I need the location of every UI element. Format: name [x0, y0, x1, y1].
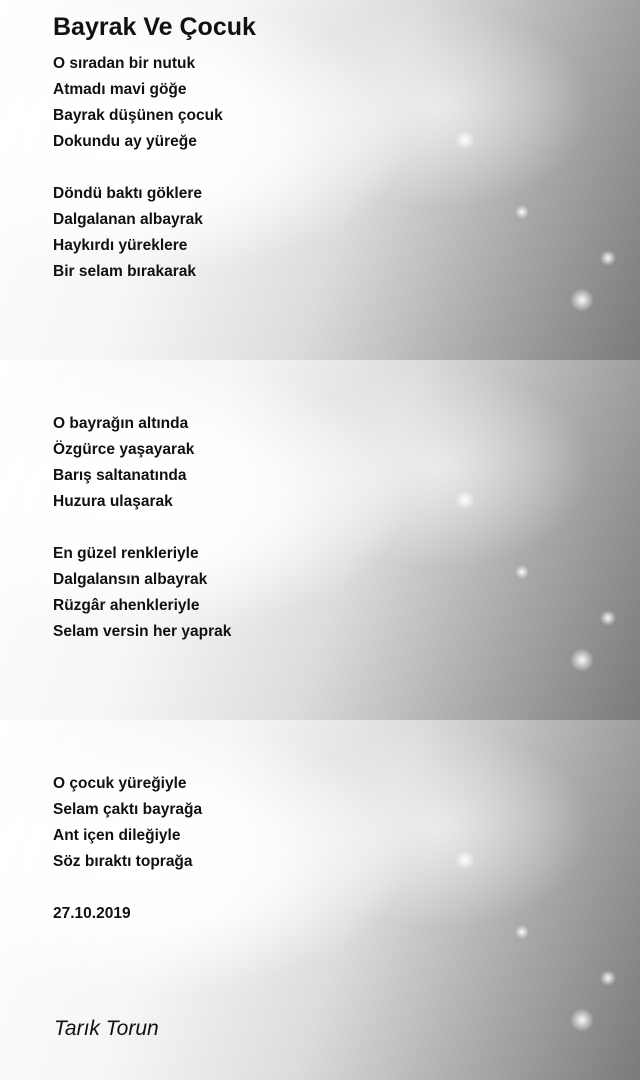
- poem-panel-2: [0, 360, 640, 720]
- verse-line: Huzura ulaşarak: [53, 493, 173, 510]
- sparkle-decoration: [515, 205, 529, 219]
- verse-line: Barış saltanatında: [53, 467, 187, 484]
- stanza-gap: [53, 515, 231, 541]
- poem-panel-1: [0, 0, 640, 360]
- verse-line: Selam versin her yaprak: [53, 623, 232, 640]
- poem-verses: [53, 51, 223, 285]
- verse-line: O bayrağın altında: [53, 415, 189, 432]
- sparkle-decoration: [570, 1008, 594, 1032]
- sparkle-decoration: [600, 250, 616, 266]
- verse-line: Özgürce yaşayarak: [53, 441, 195, 458]
- stanza-gap: [53, 155, 223, 181]
- sparkle-decoration: [515, 925, 529, 939]
- sparkle-decoration: [600, 610, 616, 626]
- verse-line: Döndü baktı göklere: [53, 185, 202, 202]
- verse-line: Rüzgâr ahenkleriyle: [53, 597, 200, 614]
- poem-panel-3: [0, 720, 640, 1080]
- sparkle-decoration: [455, 850, 475, 870]
- verse-line: Atmadı mavi göğe: [53, 81, 187, 98]
- sparkle-decoration: [570, 648, 594, 672]
- verse-line: Dokundu ay yüreğe: [53, 133, 197, 150]
- poem-verses: [53, 411, 231, 645]
- poem-date: 27.10.2019: [53, 905, 131, 922]
- poem-verses: [53, 771, 202, 927]
- sparkle-decoration: [515, 565, 529, 579]
- verse-line: O çocuk yüreğiyle: [53, 775, 187, 792]
- verse-line: Ant içen dileğiyle: [53, 827, 181, 844]
- verse-line: Söz bıraktı toprağa: [53, 853, 193, 870]
- verse-line: Dalgalanan albayrak: [53, 211, 203, 228]
- sparkle-decoration: [600, 970, 616, 986]
- verse-line: Bayrak düşünen çocuk: [53, 107, 223, 124]
- stanza-gap: [53, 875, 202, 901]
- verse-line: En güzel renkleriyle: [53, 545, 199, 562]
- verse-line: Bir selam bırakarak: [53, 263, 197, 280]
- verse-line: Dalgalansın albayrak: [53, 571, 208, 588]
- verse-line: Haykırdı yüreklere: [53, 237, 188, 254]
- poem-author: Tarık Torun: [54, 1017, 159, 1040]
- sparkle-decoration: [570, 288, 594, 312]
- verse-line: O sıradan bir nutuk: [53, 55, 196, 72]
- sparkle-decoration: [455, 130, 475, 150]
- verse-line: Selam çaktı bayrağa: [53, 801, 203, 818]
- sparkle-decoration: [455, 490, 475, 510]
- poem-title: Bayrak Ve Çocuk: [53, 13, 256, 41]
